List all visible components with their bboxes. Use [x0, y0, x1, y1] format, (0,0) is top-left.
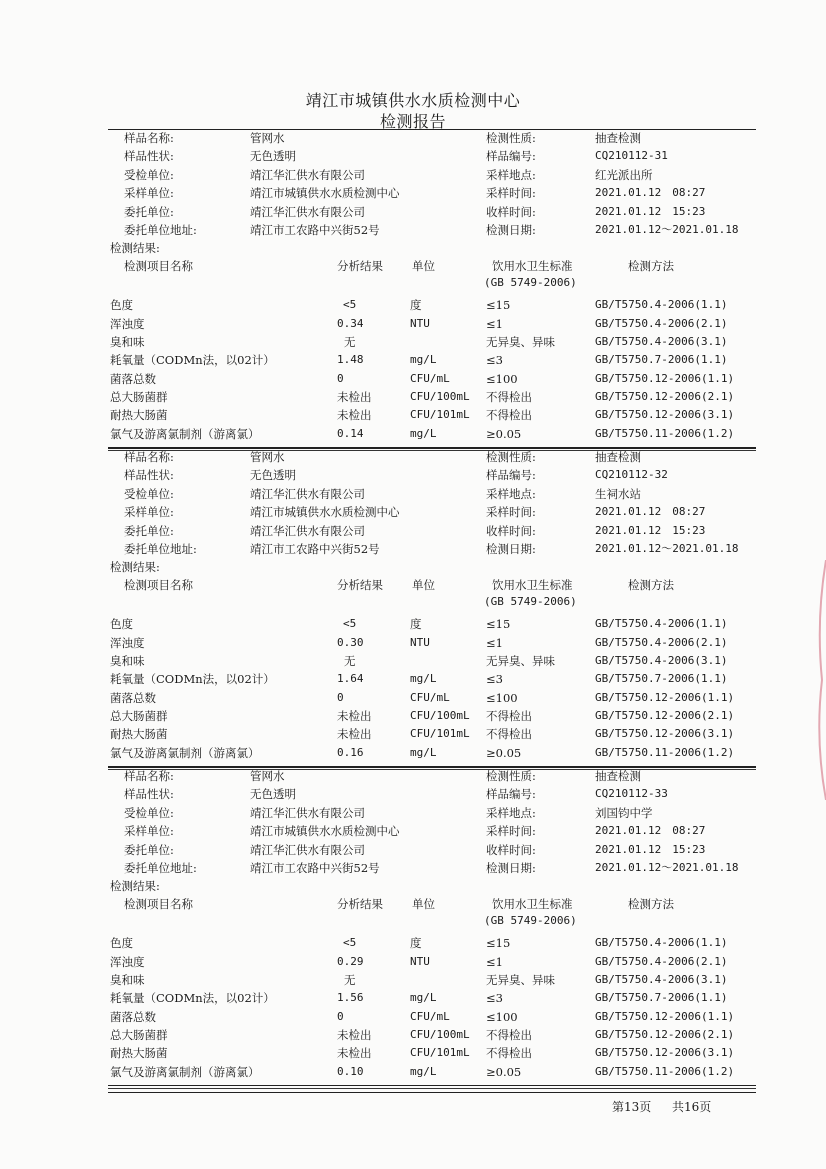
sample-3-row-6-standard: 不得检出 [486, 1027, 532, 1042]
sample-1-bottom-rule-2 [108, 450, 756, 451]
sample-1-row-8-result: 0.14 [337, 426, 364, 440]
sample-2-row-1-result: <5 [343, 617, 357, 631]
sample-3-row-7-unit: CFU/101mL [410, 1046, 470, 1060]
sample-3-row-4-method: GB/T5750.7-2006(1.1) [595, 991, 728, 1005]
sample-3-results-label: 检测结果: [110, 879, 160, 894]
sample-3-row-5-standard: ≤100 [486, 1009, 518, 1024]
sample-1-col-item-header: 检测项目名称 [124, 259, 193, 274]
sample-3-row-2-method: GB/T5750.4-2006(2.1) [595, 954, 728, 968]
sample-2-test-date-label: 检测日期: [486, 542, 536, 556]
sample-2-sampling-location-label: 采样地点: [486, 486, 536, 501]
sample-3-row-4-unit: mg/L [410, 991, 437, 1005]
sample-2-sampling-location-value: 生祠水站 [595, 486, 641, 501]
sample-1-row-5-standard: ≤100 [486, 371, 518, 386]
sample-2-row-1-item: 色度 [110, 617, 133, 632]
sample-1-sampling-location-value: 红光派出所 [595, 167, 653, 182]
sample-2-row-8-unit: mg/L [410, 745, 437, 759]
sample-1-inspected-unit-value: 靖江华汇供水有限公司 [250, 167, 365, 182]
sample-2-col-standard-subheader: (GB 5749-2006) [484, 595, 577, 609]
sample-2-row-3-standard: 无异臭、异味 [486, 654, 555, 668]
sample-2-row-6-standard: 不得检出 [486, 708, 532, 723]
sample-2-row-4-result: 1.64 [337, 672, 364, 686]
sample-2-row-3-result: 无 [344, 654, 356, 668]
sample-1-row-1-standard: ≤15 [486, 298, 511, 313]
sample-1-row-4-result: 1.48 [337, 353, 364, 367]
sample-1-row-7-unit: CFU/101mL [410, 408, 470, 422]
sample-1-row-3-method: GB/T5750.4-2006(3.1) [595, 335, 728, 348]
sample-3-sample-name-value: 管网水 [250, 769, 285, 783]
sample-2-row-7-method: GB/T5750.12-2006(3.1) [595, 727, 735, 741]
page-total: 共16页 [672, 1100, 712, 1114]
sample-2-test-date-value: 2021.01.12～2021.01.18 [595, 542, 739, 555]
sample-3-client-value: 靖江华汇供水有限公司 [250, 842, 365, 857]
sample-1-sample-name-value: 管网水 [250, 131, 285, 145]
sample-2-row-7-standard: 不得检出 [486, 727, 532, 742]
sample-1-row-6-result: 未检出 [337, 389, 372, 404]
sample-2-top-rule [108, 448, 756, 449]
sample-2-row-8-standard: ≥0.05 [486, 745, 522, 760]
sample-2-row-5-item: 菌落总数 [110, 690, 156, 705]
sample-1-row-7-method: GB/T5750.12-2006(3.1) [595, 408, 735, 422]
sample-2-col-method-header: 检测方法 [628, 578, 674, 593]
sample-2-receiving-time-value: 2021.01.12 15:23 [595, 523, 706, 537]
sample-2-row-2-standard: ≤1 [486, 635, 503, 650]
sample-2-sample-name-value: 管网水 [250, 450, 285, 464]
sample-3-row-8-unit: mg/L [410, 1064, 437, 1078]
sample-1-test-date-value: 2021.01.12～2021.01.18 [595, 223, 739, 236]
sample-3-sample-number-value: CQ210112-33 [595, 787, 668, 801]
sample-2-client-label: 委托单位: [124, 523, 174, 538]
sample-3-row-6-result: 未检出 [337, 1027, 372, 1042]
sample-1-sample-state-label: 样品性状: [124, 149, 174, 164]
sample-1-row-6-standard: 不得检出 [486, 389, 532, 404]
sample-2-sample-name-label: 样品名称: [124, 450, 174, 464]
sample-1-row-8-standard: ≥0.05 [486, 426, 522, 441]
sample-1-row-1-item: 色度 [110, 298, 133, 313]
sample-3-row-1-method: GB/T5750.4-2006(1.1) [595, 936, 728, 950]
sample-3-sampling-location-label: 采样地点: [486, 805, 536, 820]
sample-2-sampling-time-value: 2021.01.12 08:27 [595, 505, 706, 519]
sample-1-row-2-unit: NTU [410, 316, 430, 330]
sample-1-col-method-header: 检测方法 [628, 259, 674, 274]
sample-1-col-standard-subheader: (GB 5749-2006) [484, 276, 577, 290]
sample-3-row-6-item: 总大肠菌群 [110, 1027, 168, 1042]
sample-2-row-4-unit: mg/L [410, 672, 437, 686]
sample-1-inspected-unit-label: 受检单位: [124, 167, 174, 182]
sample-2-row-7-item: 耐热大肠菌 [110, 727, 168, 742]
sample-1-sampling-time-label: 采样时间: [486, 186, 536, 201]
sample-1-row-8-method: GB/T5750.11-2006(1.2) [595, 426, 735, 440]
sample-3-row-8-standard: ≥0.05 [486, 1064, 522, 1079]
sample-1-row-5-item: 菌落总数 [110, 371, 156, 386]
sample-3-client-label: 委托单位: [124, 842, 174, 857]
sample-1-row-4-item: 耗氧量（CODMn法，以02计） [110, 353, 275, 368]
sample-2-row-2-item: 浑浊度 [110, 635, 145, 650]
sample-2-row-3-item: 臭和味 [110, 654, 145, 668]
sample-1-sampling-unit-label: 采样单位: [124, 186, 174, 201]
sample-2-row-7-unit: CFU/101mL [410, 727, 470, 741]
sample-3-bottom-rule-2 [108, 1088, 756, 1089]
sample-1-col-standard-header: 饮用水卫生标准 [492, 259, 573, 274]
sample-2-client-address-value: 靖江市工农路中兴街52号 [250, 542, 380, 556]
sample-3-col-result-header: 分析结果 [337, 897, 383, 912]
sample-2-row-2-result: 0.30 [337, 635, 364, 649]
sample-2-client-value: 靖江华汇供水有限公司 [250, 523, 365, 538]
sample-2-row-7-result: 未检出 [337, 727, 372, 742]
sample-2-row-1-standard: ≤15 [486, 617, 511, 632]
sample-2-client-address-label: 委托单位地址: [124, 542, 197, 556]
sample-1-receiving-time-value: 2021.01.12 15:23 [595, 204, 706, 218]
sample-1-row-2-method: GB/T5750.4-2006(2.1) [595, 316, 728, 330]
sample-3-col-method-header: 检测方法 [628, 897, 674, 912]
sample-2-row-5-unit: CFU/mL [410, 690, 450, 704]
sample-1-col-result-header: 分析结果 [337, 259, 383, 274]
sample-1-test-nature-label: 检测性质: [486, 131, 536, 145]
sample-1-row-6-unit: CFU/100mL [410, 389, 470, 403]
sample-3-top-rule [108, 767, 756, 768]
sample-1-row-7-standard: 不得检出 [486, 408, 532, 423]
sample-1-row-3-result: 无 [344, 335, 356, 349]
sample-3-row-3-method: GB/T5750.4-2006(3.1) [595, 973, 728, 986]
sample-2-row-8-method: GB/T5750.11-2006(1.2) [595, 745, 735, 759]
sample-1-receiving-time-label: 收样时间: [486, 204, 536, 219]
sample-3-row-2-standard: ≤1 [486, 954, 503, 969]
sample-1-row-8-unit: mg/L [410, 426, 437, 440]
sample-2-row-5-standard: ≤100 [486, 690, 518, 705]
sample-3-row-6-unit: CFU/100mL [410, 1027, 470, 1041]
sample-3-sampling-unit-label: 采样单位: [124, 824, 174, 839]
sample-2-col-result-header: 分析结果 [337, 578, 383, 593]
sample-3-col-unit-header: 单位 [412, 897, 435, 912]
sample-2-row-4-method: GB/T5750.7-2006(1.1) [595, 672, 728, 686]
sample-3-row-1-unit: 度 [410, 936, 422, 951]
sample-3-row-4-result: 1.56 [337, 991, 364, 1005]
page-number: 第13页 [612, 1100, 652, 1114]
sample-1-test-nature-value: 抽查检测 [595, 131, 641, 145]
sample-3-col-standard-subheader: (GB 5749-2006) [484, 914, 577, 928]
sample-3-inspected-unit-label: 受检单位: [124, 805, 174, 820]
sample-3-row-5-result: 0 [337, 1009, 344, 1023]
sample-2-row-2-unit: NTU [410, 635, 430, 649]
sample-1-row-4-standard: ≤3 [486, 353, 503, 368]
sample-1-sample-name-label: 样品名称: [124, 131, 174, 145]
sample-3-sampling-time-label: 采样时间: [486, 824, 536, 839]
sample-3-row-4-standard: ≤3 [486, 991, 503, 1006]
sample-3-inspected-unit-value: 靖江华汇供水有限公司 [250, 805, 365, 820]
sample-3-sample-state-value: 无色透明 [250, 787, 296, 802]
sample-3-col-item-header: 检测项目名称 [124, 897, 193, 912]
sample-2-col-unit-header: 单位 [412, 578, 435, 593]
page-bottom-rule [108, 1092, 756, 1093]
sample-2-receiving-time-label: 收样时间: [486, 523, 536, 538]
sample-1-row-1-unit: 度 [410, 298, 422, 313]
sample-3-test-date-label: 检测日期: [486, 861, 536, 875]
sample-2-sample-number-value: CQ210112-32 [595, 468, 668, 482]
sample-1-row-3-item: 臭和味 [110, 335, 145, 349]
sample-3-sampling-location-value: 刘国钧中学 [595, 805, 653, 820]
sample-3-row-8-method: GB/T5750.11-2006(1.2) [595, 1064, 735, 1078]
sample-3-client-address-value: 靖江市工农路中兴街52号 [250, 861, 380, 875]
sample-3-row-7-result: 未检出 [337, 1046, 372, 1061]
sample-1-client-address-label: 委托单位地址: [124, 223, 197, 237]
sample-3-row-7-item: 耐热大肠菌 [110, 1046, 168, 1061]
sample-3-test-nature-label: 检测性质: [486, 769, 536, 783]
sample-3-row-1-result: <5 [343, 936, 357, 950]
sample-3-bottom-rule [108, 1085, 756, 1086]
sample-3-row-2-unit: NTU [410, 954, 430, 968]
sample-1-sampling-time-value: 2021.01.12 08:27 [595, 186, 706, 200]
sample-1-sampling-unit-value: 靖江市城镇供水水质检测中心 [250, 186, 400, 201]
sample-3-row-5-item: 菌落总数 [110, 1009, 156, 1024]
sample-2-row-6-result: 未检出 [337, 708, 372, 723]
sample-1-row-1-result: <5 [343, 298, 357, 312]
sample-3-test-nature-value: 抽查检测 [595, 769, 641, 783]
sample-2-row-6-item: 总大肠菌群 [110, 708, 168, 723]
sample-1-client-address-value: 靖江市工农路中兴街52号 [250, 223, 380, 237]
sample-3-row-5-method: GB/T5750.12-2006(1.1) [595, 1009, 735, 1023]
sample-2-row-8-item: 氯气及游离氯制剂（游离氯） [110, 745, 260, 760]
sample-1-client-value: 靖江华汇供水有限公司 [250, 204, 365, 219]
sample-2-sample-number-label: 样品编号: [486, 468, 536, 483]
sample-2-row-5-method: GB/T5750.12-2006(1.1) [595, 690, 735, 704]
sample-1-row-8-item: 氯气及游离氯制剂（游离氯） [110, 426, 260, 441]
sample-1-row-4-method: GB/T5750.7-2006(1.1) [595, 353, 728, 367]
sample-2-inspected-unit-label: 受检单位: [124, 486, 174, 501]
sample-2-row-3-method: GB/T5750.4-2006(3.1) [595, 654, 728, 667]
doc-title: 检测报告 [379, 112, 446, 131]
sample-3-sample-state-label: 样品性状: [124, 787, 174, 802]
sample-2-bottom-rule-2 [108, 769, 756, 770]
sample-3-row-3-result: 无 [344, 973, 356, 987]
sample-3-row-3-standard: 无异臭、异味 [486, 973, 555, 987]
sample-2-sample-state-value: 无色透明 [250, 468, 296, 483]
sample-3-sampling-unit-value: 靖江市城镇供水水质检测中心 [250, 824, 400, 839]
sample-3-row-3-item: 臭和味 [110, 973, 145, 987]
sample-2-row-4-item: 耗氧量（CODMn法，以02计） [110, 672, 275, 687]
sample-1-col-unit-header: 单位 [412, 259, 435, 274]
sample-1-row-1-method: GB/T5750.4-2006(1.1) [595, 298, 728, 312]
sample-3-sample-name-label: 样品名称: [124, 769, 174, 783]
sample-3-row-1-item: 色度 [110, 936, 133, 951]
sample-2-row-1-method: GB/T5750.4-2006(1.1) [595, 617, 728, 631]
sample-1-sample-number-label: 样品编号: [486, 149, 536, 164]
sample-1-row-2-item: 浑浊度 [110, 316, 145, 331]
sample-2-row-6-unit: CFU/100mL [410, 708, 470, 722]
sample-3-test-date-value: 2021.01.12～2021.01.18 [595, 861, 739, 874]
sample-3-row-4-item: 耗氧量（CODMn法，以02计） [110, 991, 275, 1006]
sample-1-results-label: 检测结果: [110, 241, 160, 256]
sample-3-row-8-result: 0.10 [337, 1064, 364, 1078]
sample-1-sample-state-value: 无色透明 [250, 149, 296, 164]
sample-1-top-rule [108, 129, 756, 130]
sample-1-row-7-item: 耐热大肠菌 [110, 408, 168, 423]
sample-3-row-1-standard: ≤15 [486, 936, 511, 951]
sample-1-sample-number-value: CQ210112-31 [595, 149, 668, 163]
sample-2-sample-state-label: 样品性状: [124, 468, 174, 483]
sample-1-client-label: 委托单位: [124, 204, 174, 219]
sample-3-sampling-time-value: 2021.01.12 08:27 [595, 824, 706, 838]
sample-2-row-1-unit: 度 [410, 617, 422, 632]
seal-edge-mark [812, 560, 826, 800]
sample-3-row-8-item: 氯气及游离氯制剂（游离氯） [110, 1064, 260, 1079]
sample-3-row-2-result: 0.29 [337, 954, 364, 968]
sample-3-row-7-method: GB/T5750.12-2006(3.1) [595, 1046, 735, 1060]
sample-3-client-address-label: 委托单位地址: [124, 861, 197, 875]
sample-1-sampling-location-label: 采样地点: [486, 167, 536, 182]
sample-2-row-8-result: 0.16 [337, 745, 364, 759]
sample-2-row-5-result: 0 [337, 690, 344, 704]
sample-3-sample-number-label: 样品编号: [486, 787, 536, 802]
sample-2-test-nature-value: 抽查检测 [595, 450, 641, 464]
sample-3-row-2-item: 浑浊度 [110, 954, 145, 969]
sample-1-row-5-result: 0 [337, 371, 344, 385]
sample-2-inspected-unit-value: 靖江华汇供水有限公司 [250, 486, 365, 501]
sample-2-col-item-header: 检测项目名称 [124, 578, 193, 593]
sample-2-sampling-unit-label: 采样单位: [124, 505, 174, 520]
sample-1-row-2-standard: ≤1 [486, 316, 503, 331]
sample-3-receiving-time-value: 2021.01.12 15:23 [595, 842, 706, 856]
org-title: 靖江市城镇供水水质检测中心 [305, 91, 521, 110]
sample-1-row-7-result: 未检出 [337, 408, 372, 423]
sample-1-test-date-label: 检测日期: [486, 223, 536, 237]
sample-2-test-nature-label: 检测性质: [486, 450, 536, 464]
sample-3-receiving-time-label: 收样时间: [486, 842, 536, 857]
sample-3-col-standard-header: 饮用水卫生标准 [492, 897, 573, 912]
sample-1-row-3-standard: 无异臭、异味 [486, 335, 555, 349]
sample-1-row-5-unit: CFU/mL [410, 371, 450, 385]
sample-2-results-label: 检测结果: [110, 560, 160, 575]
sample-3-row-5-unit: CFU/mL [410, 1009, 450, 1023]
sample-2-sampling-unit-value: 靖江市城镇供水水质检测中心 [250, 505, 400, 520]
sample-3-row-6-method: GB/T5750.12-2006(2.1) [595, 1027, 735, 1041]
sample-2-col-standard-header: 饮用水卫生标准 [492, 578, 573, 593]
sample-1-row-6-item: 总大肠菌群 [110, 389, 168, 404]
sample-3-row-7-standard: 不得检出 [486, 1046, 532, 1061]
sample-1-row-6-method: GB/T5750.12-2006(2.1) [595, 389, 735, 403]
sample-1-row-2-result: 0.34 [337, 316, 364, 330]
sample-2-row-4-standard: ≤3 [486, 672, 503, 687]
sample-1-row-5-method: GB/T5750.12-2006(1.1) [595, 371, 735, 385]
sample-1-row-4-unit: mg/L [410, 353, 437, 367]
sample-2-row-6-method: GB/T5750.12-2006(2.1) [595, 708, 735, 722]
sample-2-sampling-time-label: 采样时间: [486, 505, 536, 520]
sample-2-row-2-method: GB/T5750.4-2006(2.1) [595, 635, 728, 649]
